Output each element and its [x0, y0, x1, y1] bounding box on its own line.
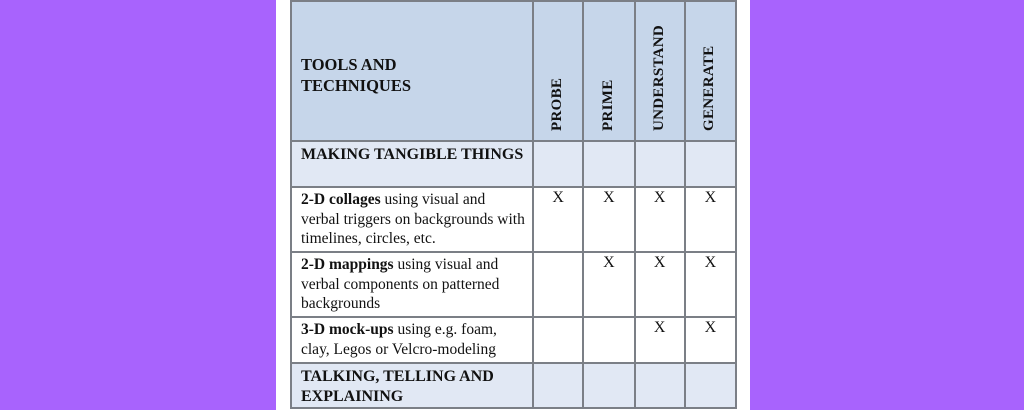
cell-understand: X	[635, 187, 685, 252]
item-description	[291, 187, 533, 252]
document-page	[276, 0, 750, 410]
cell-understand: X	[635, 252, 685, 317]
cell-generate: X	[685, 252, 736, 317]
section-row-talking-telling-explaining	[291, 363, 736, 408]
table-row-2d-mappings	[291, 252, 736, 317]
cell-generate	[685, 363, 736, 408]
item-description	[291, 252, 533, 317]
cell-prime: X	[583, 187, 634, 252]
cell-probe	[533, 363, 583, 408]
item-title: 3-D mock-ups	[301, 321, 394, 338]
cell-probe	[533, 317, 583, 363]
header-probe-label: PROBE	[549, 77, 566, 131]
section-label: MAKING TANGIBLE THINGS	[291, 141, 533, 187]
cell-understand: X	[635, 317, 685, 363]
cell-probe	[533, 141, 583, 187]
tools-techniques-table	[290, 0, 737, 409]
header-understand-label: UNDERSTAND	[650, 24, 667, 131]
header-generate	[685, 1, 736, 141]
table-row-2d-collages	[291, 187, 736, 252]
cell-prime	[583, 363, 634, 408]
header-tools-and-techniques	[291, 1, 533, 141]
table-row-3d-mockups	[291, 317, 736, 363]
header-prime	[583, 1, 634, 141]
item-detail: using visual and verbal components on patterned backgrounds	[301, 256, 500, 312]
section-label: TALKING, TELLING AND EXPLAINING	[291, 363, 533, 408]
item-title: 2-D collages	[301, 191, 381, 208]
cell-prime	[583, 141, 634, 187]
header-prime-label: PRIME	[599, 79, 616, 131]
cell-understand	[635, 141, 685, 187]
cell-generate: X	[685, 187, 736, 252]
header-probe	[533, 1, 583, 141]
cell-prime	[583, 317, 634, 363]
cell-generate: X	[685, 317, 736, 363]
cell-understand	[635, 363, 685, 408]
cell-prime: X	[583, 252, 634, 317]
item-description	[291, 317, 533, 363]
cell-probe	[533, 252, 583, 317]
cell-generate	[685, 141, 736, 187]
item-title: 2-D mappings	[301, 256, 394, 273]
item-detail: using e.g. foam, clay, Legos or Velcro-modeling	[301, 321, 497, 358]
header-title-text: TOOLS AND TECHNIQUES	[301, 55, 412, 95]
section-row-making-tangible-things	[291, 141, 736, 187]
header-generate-label: GENERATE	[701, 45, 718, 131]
header-row	[291, 1, 736, 141]
header-understand	[635, 1, 685, 141]
cell-probe: X	[533, 187, 583, 252]
item-detail: using visual and verbal triggers on backgrounds with timelines, circles, etc.	[301, 191, 525, 247]
